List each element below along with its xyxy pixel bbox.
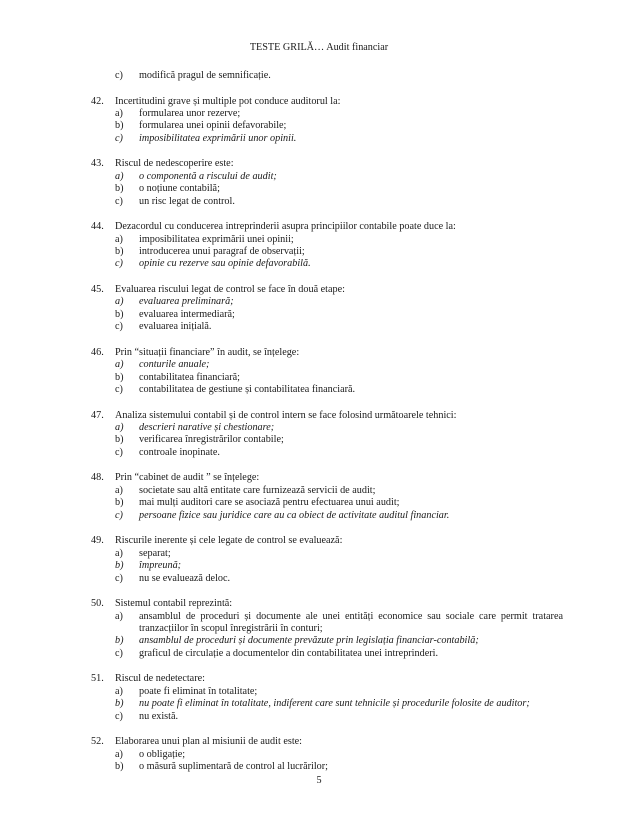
option-text: mai mulți auditori care se asociază pentru efectuarea unui audit;: [139, 497, 400, 509]
question-text: Riscul de nedescoperire este:: [115, 158, 234, 170]
question-stem: [91, 736, 563, 748]
answer-option: [91, 70, 563, 82]
answer-option: [91, 686, 563, 698]
answer-option: [91, 183, 563, 195]
option-text: persoane fizice sau juridice care au ca obiect de activitate auditul financiar.: [139, 509, 450, 521]
answer-option: [91, 234, 563, 246]
option-text: formularea unor rezerve;: [139, 108, 241, 119]
option-letter: a): [115, 685, 123, 697]
option-letter: b): [115, 371, 124, 383]
option-letter: a): [115, 108, 123, 119]
option-text: nu se evaluează deloc.: [139, 572, 231, 584]
option-text: o componentă a riscului de audit;: [139, 170, 277, 182]
question-text: Elaborarea unui plan al misiunii de audit este:: [115, 736, 302, 748]
answer-option: [91, 698, 563, 710]
question-item: [91, 347, 563, 397]
option-letter: a): [115, 170, 124, 182]
option-text: ansamblul de proceduri și documente ale unei entități economice sau sociale care permit tratarea tranzacțiilor în scopul înregistrării în conturi;: [139, 610, 563, 634]
question-stem: [91, 221, 563, 233]
option-letter: a): [115, 296, 124, 308]
question-list: [91, 70, 563, 787]
option-letter: a): [115, 359, 124, 371]
option-letter: b): [115, 698, 124, 710]
option-text: poate fi eliminat în totalitate;: [139, 685, 258, 697]
option-letter: c): [115, 258, 123, 270]
question-number: 44.: [91, 221, 104, 233]
answer-option: [91, 321, 563, 333]
question-item: [91, 221, 563, 271]
option-letter: b): [115, 760, 124, 772]
option-text: nu există.: [139, 710, 179, 722]
answer-option: [91, 711, 563, 723]
option-letter: c): [115, 647, 123, 659]
answer-option: [91, 359, 563, 371]
option-letter: c): [115, 710, 123, 722]
question-text: Prin “situații financiare” în audit, se înțelege:: [115, 346, 300, 358]
option-letter: a): [115, 748, 123, 760]
answer-option: [91, 246, 563, 258]
answer-option: [91, 171, 563, 183]
question-item: [91, 535, 563, 585]
option-letter: c): [115, 70, 123, 81]
question-text: Analiza sistemului contabil și de control intern se face folosind următoarele tehnici:: [115, 409, 457, 421]
page-number: 5: [316, 775, 322, 786]
option-letter: b): [115, 246, 124, 258]
answer-option: [91, 296, 563, 308]
answer-option: [91, 447, 563, 459]
question-stem: [91, 410, 563, 422]
question-number: 51.: [91, 673, 104, 685]
question-text: Prin “cabinet de audit ” se înțelege:: [115, 472, 260, 484]
question-text: Dezacordul cu conducerea intreprinderii asupra principiilor contabile poate duce la:: [115, 221, 456, 233]
answer-option: [91, 635, 563, 647]
option-text: controale inopinate.: [139, 446, 220, 458]
answer-option: [91, 384, 563, 396]
option-text: formularea unei opinii defavorabile;: [139, 120, 287, 132]
option-letter: a): [115, 547, 123, 559]
option-text: nu poate fi eliminat în totalitate, indiferent care sunt tehnicile și procedurile folosite de auditor;: [139, 698, 530, 710]
answer-option: [91, 761, 563, 773]
option-text: evaluarea preliminară;: [139, 296, 234, 308]
option-text: o noțiune contabilă;: [139, 183, 220, 195]
option-letter: c): [115, 321, 123, 333]
question-stem: [91, 535, 563, 547]
question-number: 52.: [91, 736, 104, 748]
option-text: contabilitatea de gestiune și contabilitatea financiară.: [139, 384, 356, 396]
option-letter: c): [115, 509, 123, 521]
answer-option: [91, 108, 563, 120]
option-letter: b): [115, 635, 124, 647]
option-text: o măsură suplimentară de control al lucrărilor;: [139, 760, 328, 772]
answer-option: [91, 749, 563, 761]
answer-option: [91, 548, 563, 560]
option-text: descrieri narative și chestionare;: [139, 422, 275, 434]
question-stem: [91, 347, 563, 359]
option-letter: a): [115, 484, 123, 496]
option-text: ansamblul de proceduri și documente prevăzute prin legislația financiar-contabilă;: [139, 635, 479, 647]
question-number: 49.: [91, 535, 104, 547]
option-text: imposibilitatea exprimării unor opinii.: [139, 132, 297, 144]
question-text: Riscul de nedetectare:: [115, 673, 205, 685]
answer-option: [91, 120, 563, 132]
option-text: societate sau altă entitate care furnizează servicii de audit;: [139, 484, 376, 496]
option-letter: b): [115, 120, 124, 132]
question-item: [91, 158, 563, 208]
answer-option: [91, 133, 563, 145]
option-text: o obligație;: [139, 748, 186, 760]
option-text: evaluarea inițială.: [139, 321, 212, 333]
option-letter: b): [115, 560, 124, 572]
question-text: Evaluarea riscului legat de control se face în două etape:: [115, 284, 345, 296]
answer-option: [91, 258, 563, 270]
option-text: imposibilitatea exprimării unei opinii;: [139, 233, 294, 245]
question-number: 47.: [91, 409, 104, 421]
option-letter: b): [115, 308, 124, 320]
option-text: evaluarea intermediară;: [139, 308, 235, 320]
answer-option: [91, 510, 563, 522]
question-number: 50.: [91, 598, 104, 610]
option-letter: c): [115, 446, 123, 458]
option-letter: b): [115, 497, 124, 509]
question-stem: [91, 158, 563, 170]
option-letter: c): [115, 384, 123, 396]
answer-option: [91, 497, 563, 509]
answer-option: [91, 611, 563, 636]
option-text: separat;: [139, 547, 171, 559]
answer-option: [91, 648, 563, 660]
option-text: conturile anuale;: [139, 359, 210, 371]
option-letter: c): [115, 572, 123, 584]
question-stem: [91, 673, 563, 685]
question-number: 45.: [91, 284, 104, 296]
question-item: [91, 96, 563, 146]
question-stem: [91, 284, 563, 296]
option-text: opinie cu rezerve sau opinie defavorabilă.: [139, 258, 311, 270]
question-stem: [91, 598, 563, 610]
question-stem: [91, 472, 563, 484]
answer-option: [91, 485, 563, 497]
question-item: [91, 284, 563, 334]
question-item: [91, 472, 563, 522]
question-item: [91, 673, 563, 723]
option-letter: a): [115, 422, 124, 434]
continued-question: [91, 70, 563, 82]
question-number: 48.: [91, 472, 104, 484]
answer-option: [91, 196, 563, 208]
option-letter: c): [115, 132, 123, 144]
question-stem: [91, 96, 563, 108]
question-text: Incertitudini grave și multiple pot conduce auditorul la:: [115, 95, 341, 107]
option-letter: b): [115, 434, 124, 446]
option-text: un risc legat de control.: [139, 195, 235, 207]
page-header: TESTE GRILĂ… Audit financiar: [249, 42, 389, 53]
answer-option: [91, 434, 563, 446]
option-text: graficul de circulație a documentelor din contabilitatea unei intreprinderi.: [139, 647, 438, 659]
answer-option: [91, 573, 563, 585]
answer-option: [91, 372, 563, 384]
question-text: Riscurile inerente și cele legate de control se evaluează:: [115, 535, 343, 547]
question-number: 43.: [91, 158, 104, 170]
question-number: 42.: [91, 95, 104, 107]
answer-option: [91, 422, 563, 434]
option-letter: a): [115, 610, 123, 622]
option-text: împreună;: [139, 560, 182, 572]
option-letter: b): [115, 183, 124, 195]
answer-option: [91, 560, 563, 572]
question-text: Sistemul contabil reprezintă:: [115, 598, 233, 610]
option-letter: a): [115, 233, 123, 245]
question-number: 46.: [91, 346, 104, 358]
question-item: [91, 736, 563, 773]
question-item: [91, 598, 563, 660]
option-text: contabilitatea financiară;: [139, 371, 240, 383]
option-text: modifică pragul de semnificație.: [139, 70, 271, 81]
answer-option: [91, 309, 563, 321]
option-text: introducerea unui paragraf de observații;: [139, 246, 305, 258]
option-letter: c): [115, 195, 123, 207]
option-text: verificarea înregistrărilor contabile;: [139, 434, 284, 446]
question-item: [91, 410, 563, 460]
